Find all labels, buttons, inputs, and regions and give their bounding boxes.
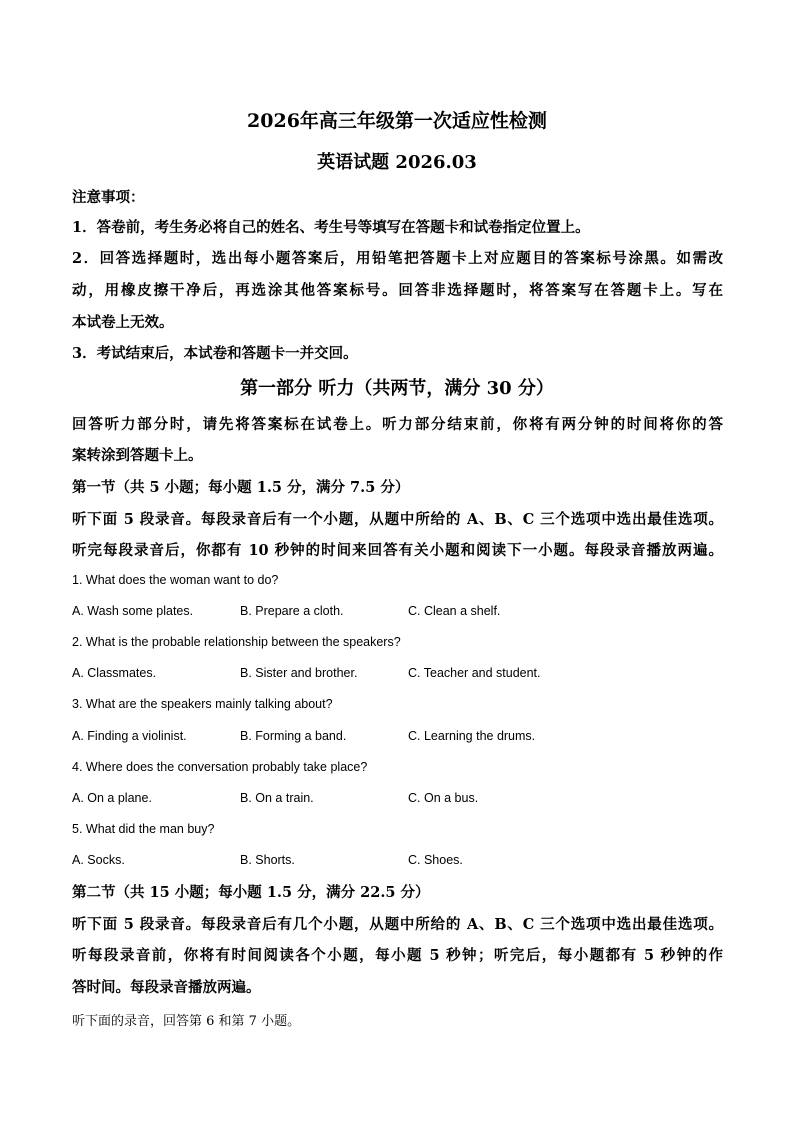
section2-instruction-line-2: 听每段录音前，你将有时间阅读各个小题，每小题 5 秒钟；听完后，每小题都有 5 秒钟的作 [72,947,723,964]
notes-item-1: 1．答卷前，考生务必将自己的姓名、考生号等填写在答题卡和试卷指定位置上。 [72,219,590,236]
part1-intro-line-1: 回答听力部分时，请先将答案标在试卷上。听力部分结束前，你将有两分钟的时间将你的答 [72,416,723,433]
question-2-option-a: A. Classmates. [72,666,157,680]
exam-subtitle: 英语试题 2026.03 [317,152,477,173]
question-5-option-b: B. Shorts. [240,853,295,867]
notes-item-2-line-1: 2．回答选择题时，选出每小题答案后，用铅笔把答题卡上对应题目的答案标号涂黑。如需改 [72,250,723,267]
question-3-text: 3. What are the speakers mainly talking about? [72,697,333,711]
section2-note: 听下面的录音，回答第 6 和第 7 小题。 [72,1014,301,1029]
notes-item-3: 3．考试结束后，本试卷和答题卡一并交回。 [72,345,358,362]
question-3-option-a: A. Finding a violinist. [72,729,187,743]
section1-heading: 第一节（共 5 小题；每小题 1.5 分，满分 7.5 分） [72,479,410,496]
notes-heading: 注意事项： [72,189,145,206]
section2-instruction-line-3: 答时间。每段录音播放两遍。 [72,979,261,996]
question-5-text: 5. What did the man buy? [72,822,215,836]
question-4-option-c: C. On a bus. [408,791,479,805]
question-5-option-c: C. Shoes. [408,853,463,867]
question-2-text: 2. What is the probable relationship between the speakers? [72,635,401,649]
question-5-option-a: A. Socks. [72,853,125,867]
question-3-option-b: B. Forming a band. [240,729,347,743]
section2-instruction-line-1: 听下面 5 段录音。每段录音后有几个小题，从题中所给的 A、B、C 三个选项中选出最佳选项。 [72,916,723,933]
question-1-text: 1. What does the woman want to do? [72,573,279,587]
section2-heading: 第二节（共 15 小题；每小题 1.5 分，满分 22.5 分） [72,884,430,901]
section1-instruction-line-1: 听下面 5 段录音。每段录音后有一个小题，从题中所给的 A、B、C 三个选项中选出最佳选项。 [72,511,723,528]
notes-item-2-line-3: 本试卷上无效。 [72,314,174,331]
notes-item-2-line-2: 动，用橡皮擦干净后，再选涂其他答案标号。回答非选择题时，将答案写在答题卡上。写在 [72,282,723,299]
question-4-option-a: A. On a plane. [72,791,152,805]
question-4-text: 4. Where does the conversation probably take place? [72,760,368,774]
question-4-option-b: B. On a train. [240,791,314,805]
question-1-option-b: B. Prepare a cloth. [240,604,344,618]
part1-heading: 第一部分 听力（共两节，满分 30 分） [240,378,554,399]
section1-instruction-line-2: 听完每段录音后，你都有 10 秒钟的时间来回答有关小题和阅读下一小题。每段录音播放两遍。 [72,542,723,559]
question-1-option-c: C. Clean a shelf. [408,604,501,618]
question-2-option-b: B. Sister and brother. [240,666,358,680]
question-3-option-c: C. Learning the drums. [408,729,536,743]
exam-title: 2026年高三年级第一次适应性检测 [247,110,547,132]
part1-intro-line-2: 案转涂到答题卡上。 [72,447,203,464]
question-2-option-c: C. Teacher and student. [408,666,541,680]
question-1-option-a: A. Wash some plates. [72,604,194,618]
